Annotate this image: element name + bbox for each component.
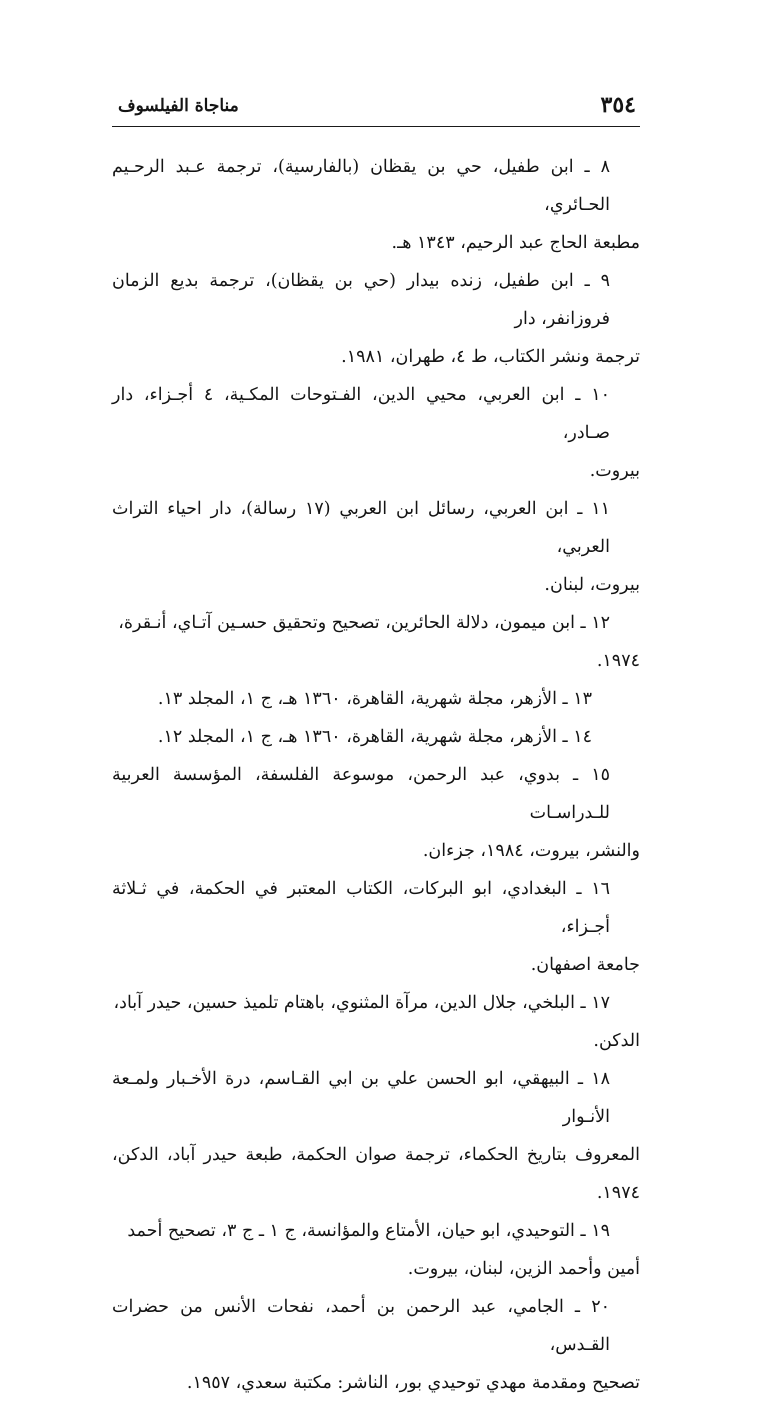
bibliography-entry-13 — [112, 680, 640, 718]
entry-line: ١٠ ـ ابن العربي، محيي الدين، الفـتوحات المكـية، ٤ أجـزاء، دار صـادر، — [112, 385, 610, 443]
bibliography-entry-18 — [112, 1060, 640, 1212]
bibliography-entry-20 — [112, 1288, 640, 1402]
entry-continuation: أمين وأحمد الزين، لبنان، بيروت. — [407, 1259, 640, 1279]
entry-continuation: والنشر، بيروت، ١٩٨٤، جزءان. — [422, 841, 640, 861]
entry-line: ١٢ ـ ابن ميمون، دلالة الحائرين، تصحيح وتحقيق حسـين آتـاي، أنـقرة، — [118, 613, 610, 633]
entry-continuation: المعروف بتاريخ الحكماء، ترجمة صوان الحكمة، طبعة حيدر آباد، الدكن، ١٩٧٤. — [112, 1145, 640, 1203]
entry-line: ١٧ ـ البلخي، جلال الدين، مرآة المثنوي، باهتام تلميذ حسين، حيدر آباد، — [113, 993, 610, 1013]
bibliography-list — [112, 148, 640, 1402]
page-number: ٣٥٤ — [600, 92, 636, 118]
entry-line: ١٩ ـ التوحيدي، ابو حيان، الأمتاع والمؤانسة، ج ١ ـ ج ٣، تصحيح أحمد — [127, 1221, 610, 1241]
entry-continuation: ١٩٧٤. — [596, 651, 640, 671]
entry-line: ١٤ ـ الأزهر، مجلة شهرية، القاهرة، ١٣٦٠ هـ، ج ١، المجلد ١٢. — [157, 727, 592, 747]
bibliography-entry-17 — [112, 984, 640, 1060]
entry-continuation: الدكن. — [593, 1031, 640, 1051]
entry-line: ٨ ـ ابن طفيل، حي بن يقظان (بالفارسية)، ترجمة عـبد الرحـيم الحـائري، — [112, 157, 610, 215]
entry-line: ١٦ ـ البغدادي، ابو البركات، الكتاب المعتبر في الحكمة، في ثـلاثة أجـزاء، — [112, 879, 610, 937]
entry-line: ١٣ ـ الأزهر، مجلة شهرية، القاهرة، ١٣٦٠ هـ، ج ١، المجلد ١٣. — [157, 689, 592, 709]
bibliography-entry-9 — [112, 262, 640, 376]
entry-continuation: مطبعة الحاج عبد الرحيم، ١٣٤٣ هـ. — [391, 233, 640, 253]
entry-continuation: بيروت، لبنان. — [544, 575, 640, 595]
bibliography-entry-12 — [112, 604, 640, 680]
bibliography-entry-15 — [112, 756, 640, 870]
entry-line: ١٨ ـ البيهقي، ابو الحسن علي بن ابي القـاسم، درة الأخـبار ولمـعة الأنـوار — [112, 1069, 610, 1127]
entry-line: ١٥ ـ بدوي، عبد الرحمن، موسوعة الفلسفة، المؤسسة العربية للـدراسـات — [112, 765, 610, 823]
bibliography-entry-10 — [112, 376, 640, 490]
entry-line: ٢٠ ـ الجامي، عبد الرحمن بن أحمد، نفحات الأنس من حضرات القـدس، — [112, 1297, 610, 1355]
entry-line: ١١ ـ ابن العربي، رسائل ابن العربي (١٧ رسالة)، دار احياء التراث العربي، — [112, 499, 611, 557]
entry-continuation: تصحيح ومقدمة مهدي توحيدي بور، الناشر: مكتبة سعدي، ١٩٥٧. — [186, 1373, 640, 1393]
entry-continuation: جامعة اصفهان. — [530, 955, 640, 975]
bibliography-entry-11 — [112, 490, 640, 604]
bibliography-entry-14 — [112, 718, 640, 756]
bibliography-entry-19 — [112, 1212, 640, 1288]
bibliography-entry-16 — [112, 870, 640, 984]
entry-continuation: بيروت. — [589, 461, 640, 481]
bibliography-entry-8 — [112, 148, 640, 262]
page-header — [112, 86, 640, 127]
entry-continuation: ترجمة ونشر الكتاب، ط ٤، طهران، ١٩٨١. — [341, 347, 640, 367]
entry-line: ٩ ـ ابن طفيل، زنده بيدار (حي بن يقظان)، ترجمة بديع الزمان فروزانفر، دار — [112, 271, 610, 329]
running-title: مناجاة الفيلسوف — [118, 96, 239, 116]
